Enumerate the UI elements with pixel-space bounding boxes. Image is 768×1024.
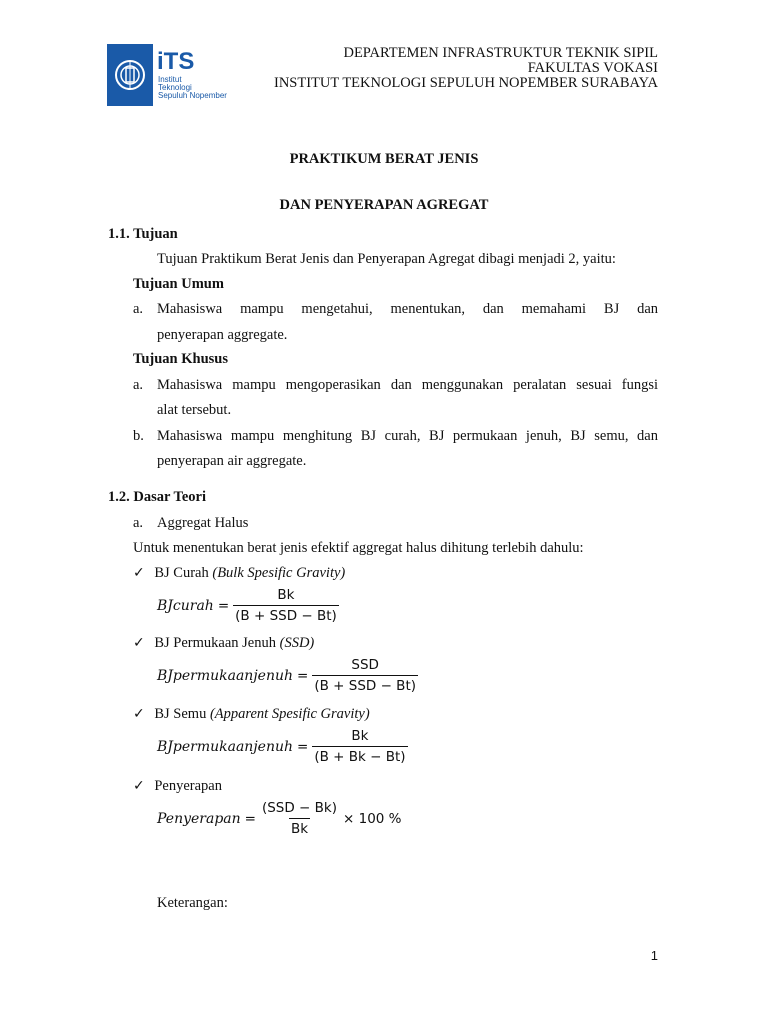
formula-bj-semu: BJpermukaanjenuh = $\frac{Bk}{(B + Bk - Bt)}$ xyxy=(157,728,406,765)
formula-bj-curah: BJcurah = $\frac{Bk}{\text{(B + SSD − Bt)}}$ xyxy=(157,587,337,624)
checkmark-icon: ✓ xyxy=(133,706,145,722)
logo-sub-2: Teknologi xyxy=(158,83,192,92)
formula-label: BJ Curah xyxy=(154,565,213,581)
formula-denominator: Bk xyxy=(289,818,310,837)
formula-denominator: (B + SSD − Bt) xyxy=(312,675,418,694)
list-marker: b. xyxy=(133,428,144,444)
formula-numerator: Bk xyxy=(351,728,369,744)
formula-label-italic: (Bulk Spesific Gravity) xyxy=(212,565,346,581)
formula-lhs: Penyerapan xyxy=(157,810,241,827)
formula-fraction xyxy=(260,800,339,837)
logo-sub-3: Sepuluh Nopember xyxy=(158,91,227,100)
checkmark-icon: ✓ xyxy=(133,635,145,651)
page-number: 1 xyxy=(650,948,658,963)
logo-wordmark: iTS xyxy=(157,48,195,75)
formula-bj-permukaan-jenuh: BJpermukaanjenuh = $\frac{\text{SSD}}{\text{(B + SSD − Bt)}}$ xyxy=(157,657,416,694)
formula-lhs: BJpermukaanjenuh xyxy=(157,738,294,755)
formula-penyerapan: Penyerapan = $\frac{\text{(SSD − Bk)}}{Bk}$ × 100 % xyxy=(157,800,402,837)
its-logo xyxy=(107,44,235,106)
doc-title-line2: DAN PENYERAPAN AGREGAT xyxy=(279,197,489,213)
header-department: DEPARTEMEN INFRASTRUKTUR TEKNIK SIPIL xyxy=(343,45,658,61)
section-heading-tujuan: 1.1. Tujuan xyxy=(108,226,178,242)
formula-numerator: (SSD − Bk) xyxy=(261,800,338,816)
formula-bullet xyxy=(133,634,314,652)
formula-label: Penyerapan xyxy=(154,778,222,794)
dasar-teori-intro: Untuk menentukan berat jenis efektif aggregat halus dihitung terlebih dahulu: xyxy=(133,540,584,556)
formula-denominator: (B + Bk − Bt) xyxy=(312,746,407,765)
formula-fraction xyxy=(233,587,339,624)
formula-label-italic: (SSD) xyxy=(279,635,315,651)
formula-fraction xyxy=(312,657,418,694)
list-item-text-cont: penyerapan aggregate. xyxy=(157,327,288,343)
doc-title-line1: PRAKTIKUM BERAT JENIS xyxy=(289,151,479,167)
formula-bullet xyxy=(133,564,345,582)
tujuan-khusus-heading: Tujuan Khusus xyxy=(133,351,228,367)
list-item-text-cont: alat tersebut. xyxy=(157,402,232,418)
formula-label-italic: (Apparent Spesific Gravity) xyxy=(209,706,370,722)
formula-numerator: Bk xyxy=(277,587,295,603)
formula-denominator: (B + SSD − Bt) xyxy=(233,605,339,624)
list-item-text: Mahasiswa mampu mengoperasikan dan menggunakan peralatan sesuai fungsi xyxy=(157,377,658,393)
list-marker: a. xyxy=(133,515,144,531)
list-item-text-cont: penyerapan air aggregate. xyxy=(157,453,307,469)
header-institute: INSTITUT TEKNOLOGI SEPULUH NOPEMBER SURABAYA xyxy=(273,75,658,91)
section-heading-dasar-teori: 1.2. Dasar Teori xyxy=(108,489,207,505)
logo-sub-1: Institut xyxy=(158,75,182,84)
formula-label: BJ Semu xyxy=(154,706,210,722)
formula-bullet xyxy=(133,777,222,795)
keterangan-label: Keterangan: xyxy=(157,895,228,911)
header-faculty: FAKULTAS VOKASI xyxy=(527,60,658,76)
checkmark-icon: ✓ xyxy=(133,565,145,581)
formula-fraction xyxy=(312,728,407,765)
formula-lhs: BJpermukaanjenuh xyxy=(157,667,294,684)
list-item-text: Mahasiswa mampu menghitung BJ curah, BJ permukaan jenuh, BJ semu, dan xyxy=(157,428,658,444)
formula-bullet xyxy=(133,705,370,723)
formula-lhs: BJcurah xyxy=(157,597,214,614)
list-marker: a. xyxy=(133,301,144,317)
tujuan-umum-heading: Tujuan Umum xyxy=(133,276,224,292)
list-marker: a. xyxy=(133,377,144,393)
list-item-text: Mahasiswa mampu mengetahui, menentukan, dan memahami BJ dan xyxy=(157,301,658,317)
formula-numerator: SSD xyxy=(351,657,379,673)
list-item-text: Aggregat Halus xyxy=(157,515,249,531)
tujuan-intro: Tujuan Praktikum Berat Jenis dan Penyerapan Agregat dibagi menjadi 2, yaitu: xyxy=(157,251,616,267)
formula-suffix: × 100 % xyxy=(343,810,402,827)
formula-label: BJ Permukaan Jenuh xyxy=(154,635,280,651)
checkmark-icon: ✓ xyxy=(133,778,145,794)
